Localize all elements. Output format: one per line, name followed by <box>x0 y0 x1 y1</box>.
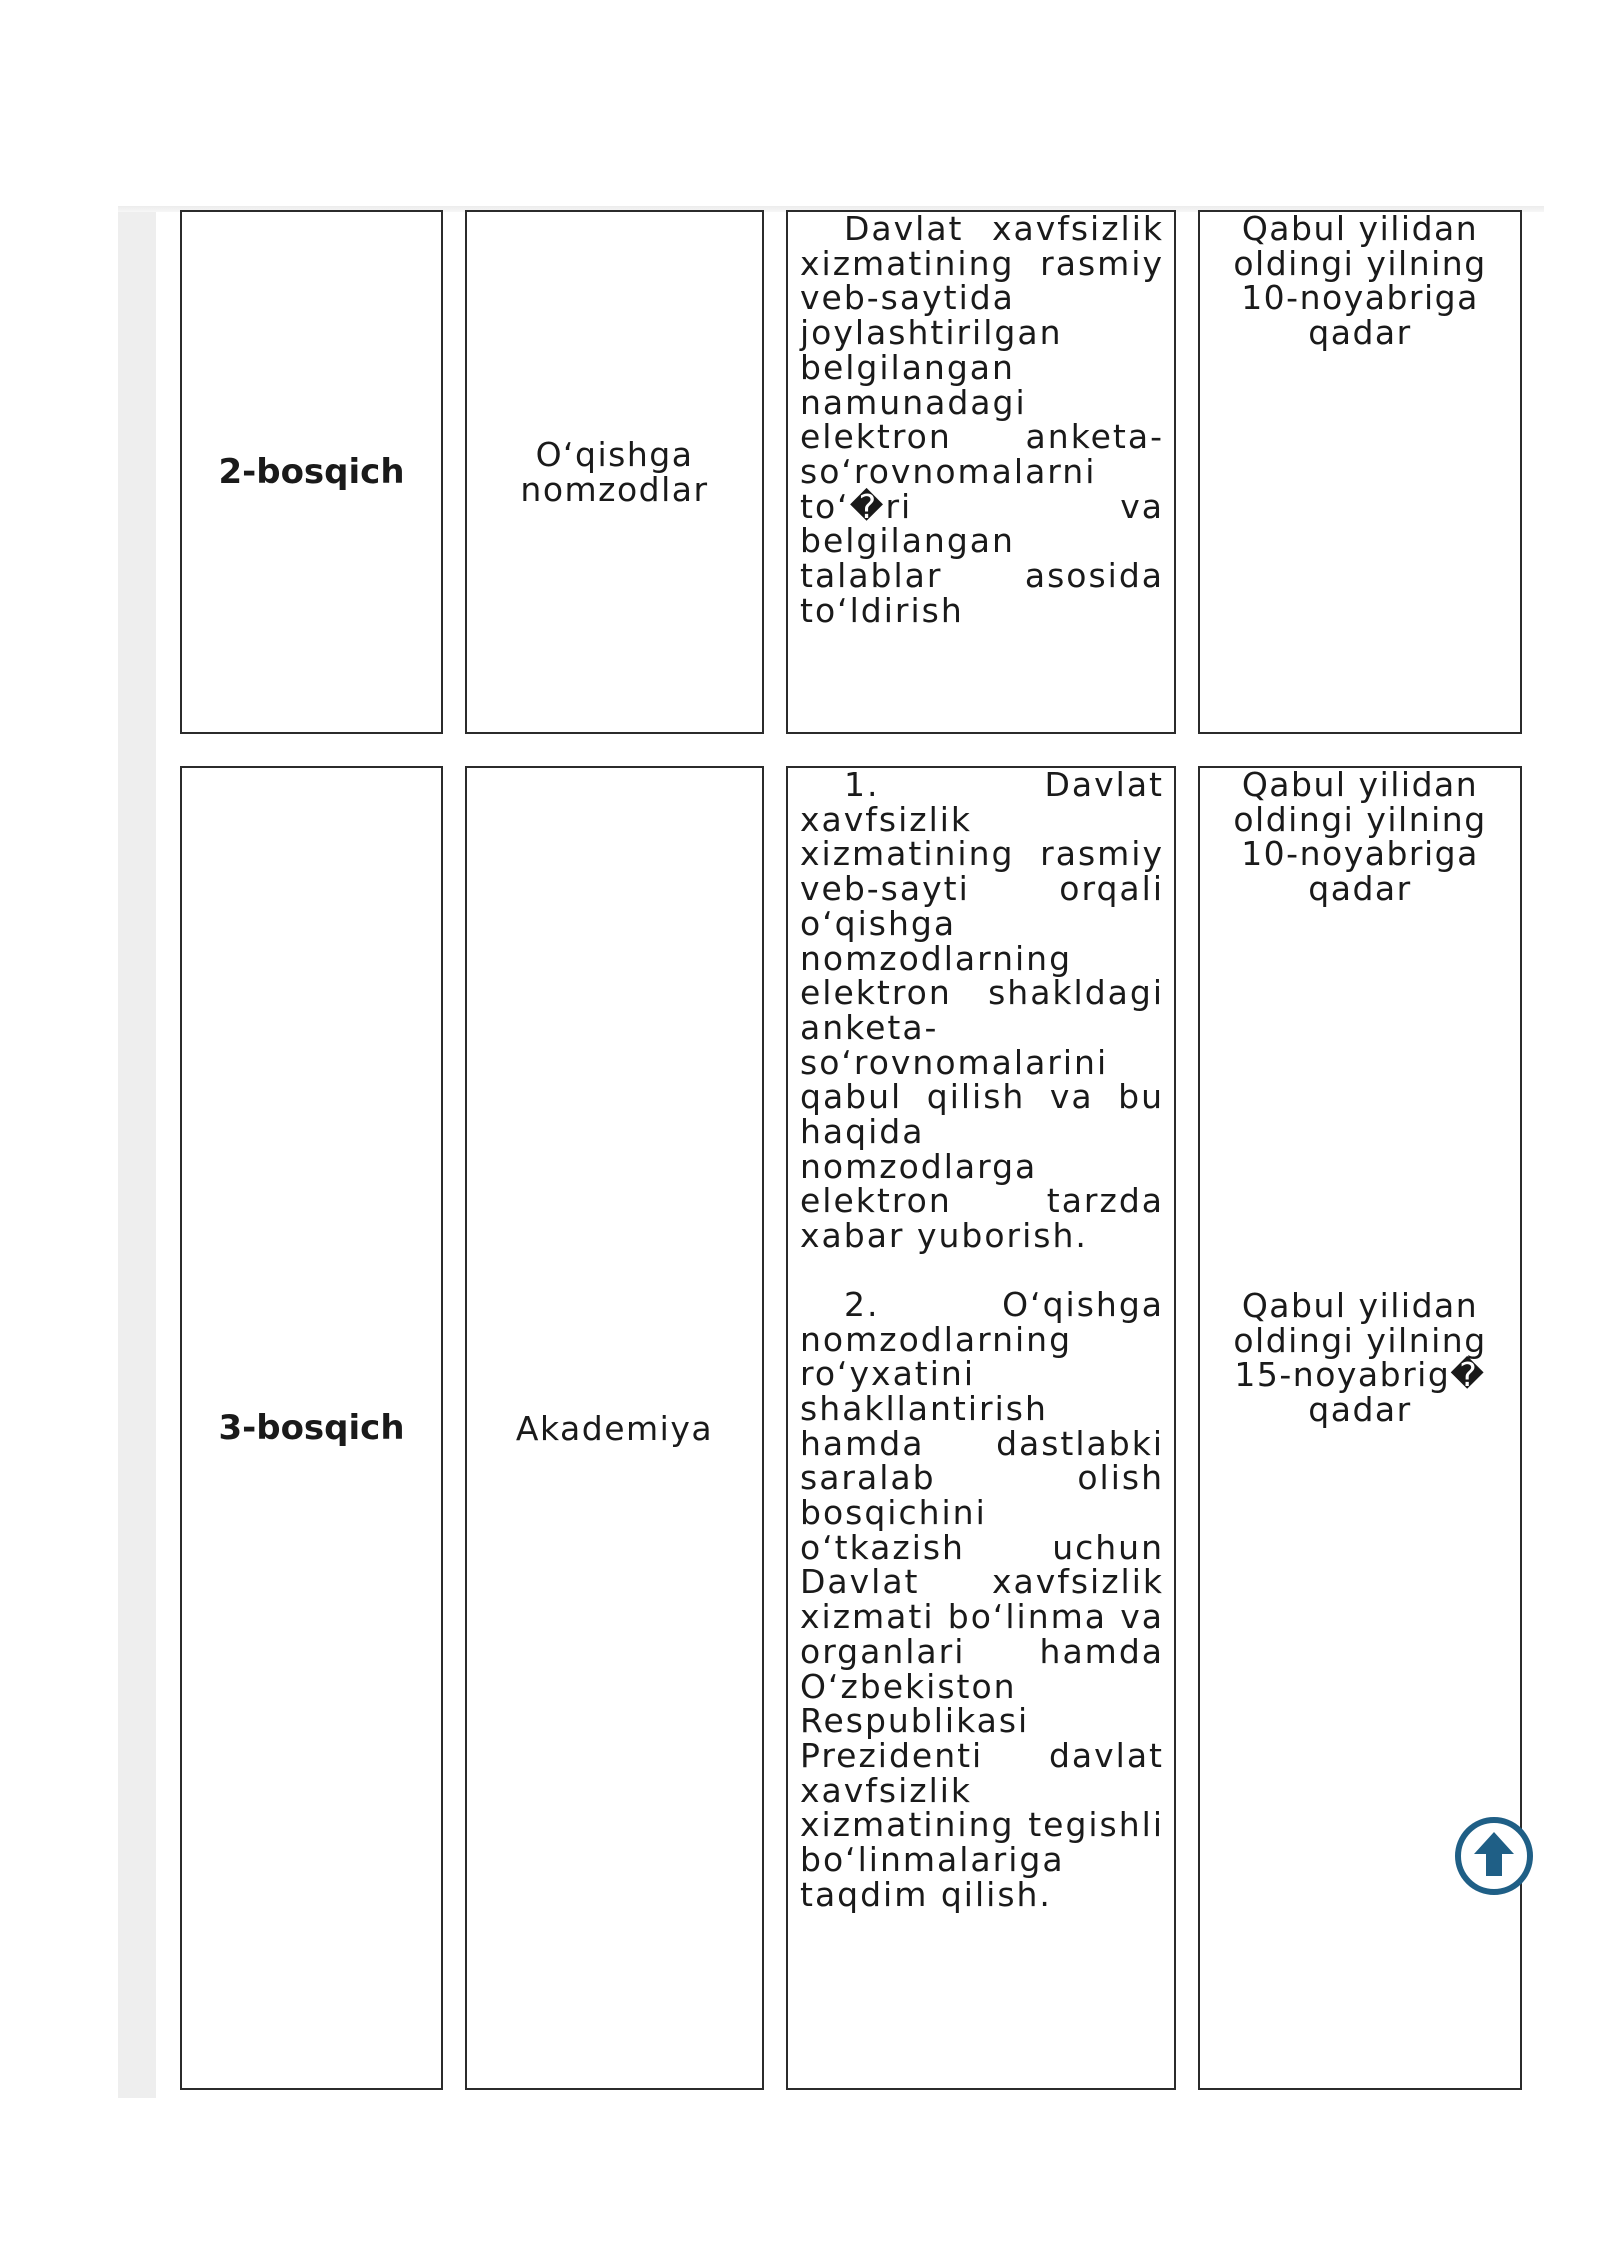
stage-label: 3-bosqich <box>218 1408 405 1448</box>
deadline-cell <box>1198 210 1522 734</box>
page-left-margin <box>118 212 156 2098</box>
deadline-text: Qabul yilidan oldingi yilning 10-noyabriga qadar <box>1233 209 1487 353</box>
action-cell <box>786 210 1176 734</box>
action-text: Davlat xavfsizlik xizmatining rasmiy veb-saytida joylashtirilgan belgilangan namunadagi elektron anketa-so‘rovnomalarni to‘�ri va belgilangan talablar asosida to‘ldirish <box>800 209 1164 630</box>
responsible-cell <box>465 766 764 2090</box>
action-text: 2. O‘qishga nomzodlarning ro‘yxatini shakllantirish hamda dastlabki saralab olish bosqichini o‘tkazish uchun Davlat xavfsizlik xizmati bo‘linma va organlari hamda O‘zbekiston Respublikasi Prezidenti davlat xavfsizlik xizmatining tegishli bo‘linmalariga taqdim qilish. <box>800 1284 1164 1914</box>
stage-label: 2-bosqich <box>218 452 405 492</box>
action-text: 1. Davlat xavfsizlik xizmatining rasmiy veb-sayti orqali o‘qishga nomzodlarning elektron shakldagi anketa-so‘rovnomalarini qabul qilish va bu haqida nomzodlarga elektron tarzda xabar yuborish. <box>800 765 1164 1256</box>
deadline-text: Qabul yilidan oldingi yilning 15-noyabrig� qadar <box>1233 1285 1487 1429</box>
responsible-cell <box>465 210 764 734</box>
responsible-label: O‘qishga nomzodlar <box>520 435 709 509</box>
stage-cell <box>180 210 443 734</box>
responsible-label: Akademiya <box>515 1408 714 1448</box>
arrow-up-circle-icon <box>1454 1816 1534 1896</box>
scroll-top-button[interactable] <box>1454 1816 1534 1896</box>
stage-cell <box>180 766 443 2090</box>
action-cell <box>786 766 1176 2090</box>
deadline-text: Qabul yilidan oldingi yilning 10-noyabriga qadar <box>1233 765 1487 909</box>
